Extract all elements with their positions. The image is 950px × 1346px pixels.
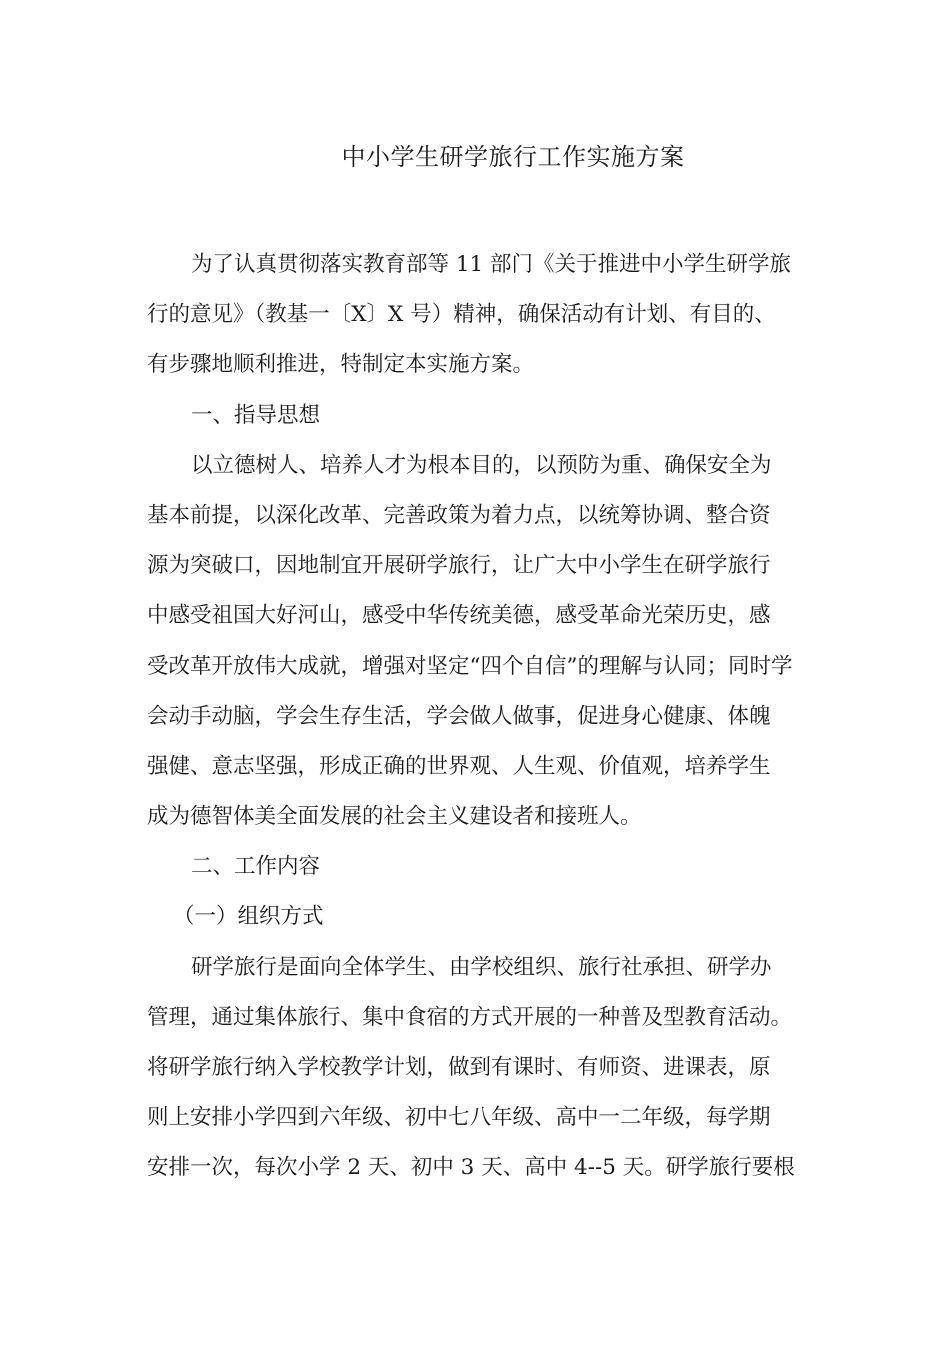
paragraph-line: 会动手动脑，学会生存生活，学会做人做事，促进身心健康、体魄 — [147, 703, 771, 729]
paragraph-line: 成为德智体美全面发展的社会主义建设者和接班人。 — [147, 804, 642, 830]
paragraph-line: 源为突破口，因地制宜开展研学旅行，让广大中小学生在研学旅行 — [147, 553, 771, 579]
paragraph-line: 受改革开放伟大成就，增强对坚定“四个自信”的理解与认同；同时学 — [147, 653, 793, 679]
paragraph-line: 为了认真贯彻落实教育部等 11 部门《关于推进中小学生研学旅 — [191, 252, 792, 277]
paragraph-line: 安排一次，每次小学 2 天、初中 3 天、高中 4--5 天。研学旅行要根 — [147, 1155, 795, 1181]
paragraph-line: 则上安排小学四到六年级、初中七八年级、高中一二年级，每学期 — [147, 1105, 771, 1131]
paragraph-line: 管理，通过集体旅行、集中食宿的方式开展的一种普及型教育活动。 — [147, 1004, 793, 1030]
paragraph-line: 强健、意志坚强，形成正确的世界观、人生观、价值观，培养学生 — [147, 753, 771, 779]
paragraph-line: 将研学旅行纳入学校教学计划，做到有课时、有师资、进课表，原 — [147, 1055, 771, 1080]
paragraph-line: 行的意见》（教基一〔X〕X 号）精神，确保活动有计划、有目的、 — [147, 302, 776, 328]
document-body — [147, 240, 807, 1194]
paragraph-line: 研学旅行是面向全体学生、由学校组织、旅行社承担、研学办 — [191, 954, 772, 980]
paragraph-line: 基本前提，以深化改革、完善政策为着力点，以统筹协调、整合资 — [147, 502, 771, 528]
paragraph-line: 以立德树人、培养人才为根本目的，以预防为重、确保安全为 — [191, 452, 772, 478]
section-heading: 二、工作内容 — [191, 854, 321, 880]
paragraph-line: 有步骤地顺利推进，特制定本实施方案。 — [147, 352, 535, 378]
document-title: 中小学生研学旅行工作实施方案 — [341, 143, 685, 171]
subsection-heading: （一）组织方式 — [173, 904, 324, 930]
paragraph-line: 中感受祖国大好河山，感受中华传统美德，感受革命光荣历史，感 — [147, 603, 771, 629]
section-heading: 一、指导思想 — [191, 402, 321, 428]
